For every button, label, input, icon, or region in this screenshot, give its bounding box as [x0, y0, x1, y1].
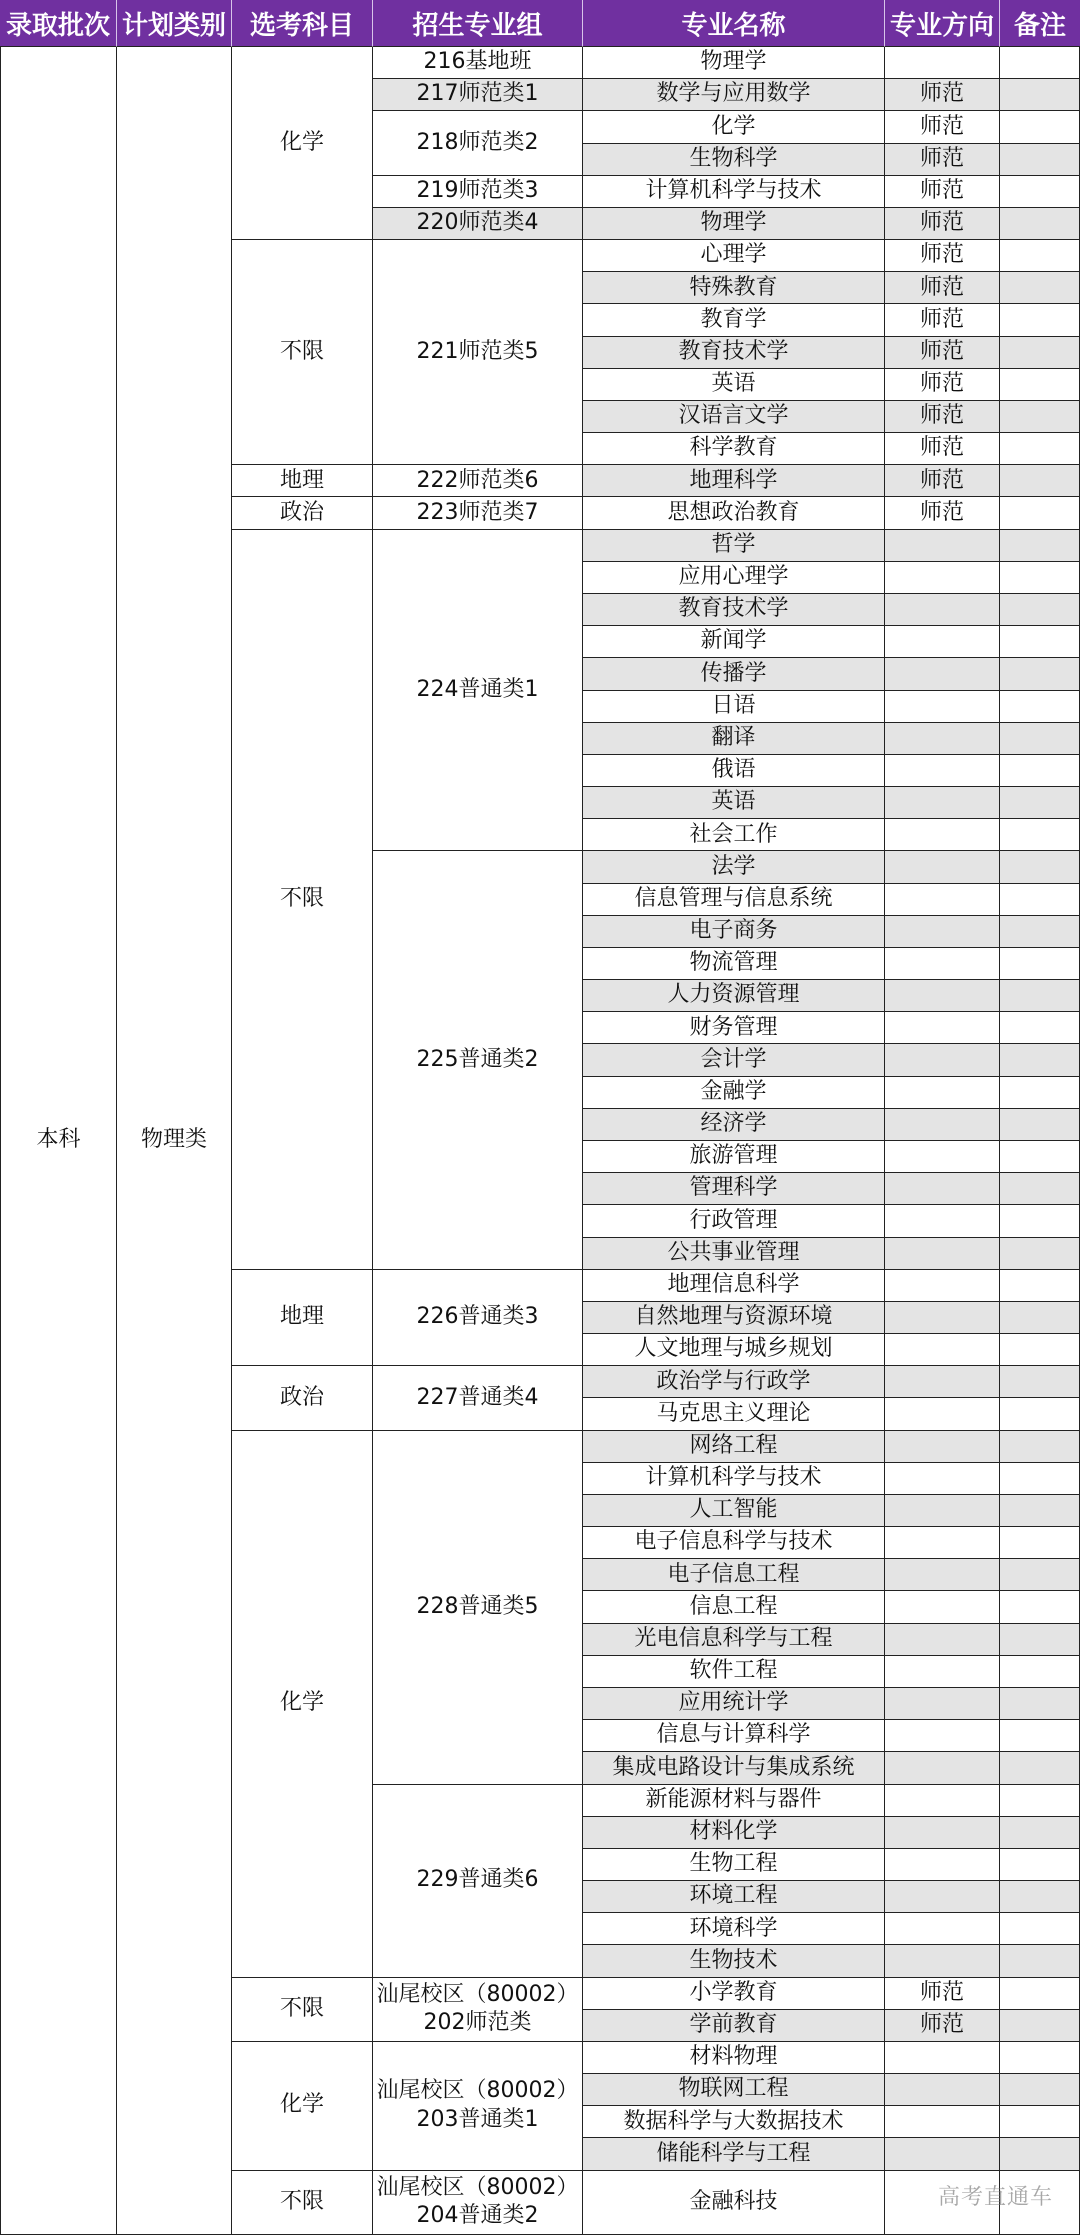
major-direction-cell: [885, 2074, 1000, 2106]
major-name-cell: 储能科学与工程: [583, 2138, 885, 2170]
note-cell: [1000, 1238, 1080, 1270]
note-cell: [1000, 819, 1080, 851]
group-cell: 225普通类2: [373, 851, 583, 1269]
note-cell: [1000, 497, 1080, 529]
note-cell: [1000, 1077, 1080, 1109]
major-name-cell: 应用心理学: [583, 562, 885, 594]
major-direction-cell: [885, 1431, 1000, 1463]
major-direction-cell: 师范: [885, 272, 1000, 304]
header-batch: 录取批次: [0, 0, 117, 47]
header-subject: 选考科目: [232, 0, 373, 47]
major-direction-cell: 师范: [885, 401, 1000, 433]
note-cell: [1000, 1945, 1080, 1977]
major-name-cell: 信息工程: [583, 1591, 885, 1623]
note-cell: [1000, 1334, 1080, 1366]
major-direction-cell: [885, 1141, 1000, 1173]
major-name-cell: 教育学: [583, 304, 885, 336]
header-major-direction: 专业方向: [885, 0, 1000, 47]
major-direction-cell: [885, 1173, 1000, 1205]
major-direction-cell: [885, 1945, 1000, 1977]
major-direction-cell: [885, 1720, 1000, 1752]
note-cell: [1000, 1044, 1080, 1076]
note-cell: [1000, 562, 1080, 594]
major-name-cell: 化学: [583, 111, 885, 143]
watermark: 高考直通车: [938, 2185, 1054, 2210]
note-cell: [1000, 1173, 1080, 1205]
header-major-name: 专业名称: [583, 0, 885, 47]
major-name-cell: 学前教育: [583, 2010, 885, 2042]
note-cell: [1000, 1366, 1080, 1398]
major-name-cell: 数据科学与大数据技术: [583, 2106, 885, 2138]
major-direction-cell: 师范: [885, 79, 1000, 111]
major-direction-cell: [885, 1302, 1000, 1334]
subject-cell: 政治: [232, 497, 373, 529]
major-direction-cell: 师范: [885, 144, 1000, 176]
note-cell: [1000, 369, 1080, 401]
batch-cell: 本科: [0, 47, 117, 2235]
major-name-cell: 翻译: [583, 723, 885, 755]
note-cell: [1000, 1012, 1080, 1044]
major-name-cell: 生物技术: [583, 1945, 885, 1977]
note-cell: [1000, 1785, 1080, 1817]
major-direction-cell: [885, 626, 1000, 658]
note-cell: [1000, 787, 1080, 819]
major-direction-cell: [885, 1656, 1000, 1688]
note-cell: [1000, 1141, 1080, 1173]
major-direction-cell: 师范: [885, 111, 1000, 143]
note-cell: [1000, 530, 1080, 562]
major-direction-cell: [885, 1463, 1000, 1495]
major-name-cell: 教育技术学: [583, 594, 885, 626]
plan-category-cell: 物理类: [117, 47, 232, 2235]
note-cell: [1000, 240, 1080, 272]
major-name-cell: 材料物理: [583, 2042, 885, 2074]
major-name-cell: 新能源材料与器件: [583, 1785, 885, 1817]
major-direction-cell: [885, 723, 1000, 755]
major-direction-cell: [885, 2138, 1000, 2170]
group-cell: 229普通类6: [373, 1785, 583, 1978]
major-name-cell: 物理学: [583, 208, 885, 240]
major-name-cell: 环境科学: [583, 1913, 885, 1945]
note-cell: [1000, 208, 1080, 240]
note-cell: [1000, 2106, 1080, 2138]
group-campus: 汕尾校区（80002）: [376, 2174, 579, 2200]
note-cell: [1000, 1591, 1080, 1623]
subject-cell: 不限: [232, 240, 373, 465]
subject-cell: 政治: [232, 1366, 373, 1430]
note-cell: [1000, 626, 1080, 658]
major-direction-cell: [885, 1205, 1000, 1237]
major-direction-cell: [885, 1495, 1000, 1527]
note-cell: [1000, 304, 1080, 336]
major-direction-cell: [885, 1752, 1000, 1784]
major-direction-cell: [885, 1527, 1000, 1559]
note-cell: [1000, 2042, 1080, 2074]
subject-cell: 化学: [232, 47, 373, 240]
major-name-cell: 汉语言文学: [583, 401, 885, 433]
header-group: 招生专业组: [373, 0, 583, 47]
major-name-cell: 俄语: [583, 755, 885, 787]
major-direction-cell: [885, 562, 1000, 594]
major-name-cell: 生物科学: [583, 144, 885, 176]
major-direction-cell: [885, 1012, 1000, 1044]
major-direction-cell: 师范: [885, 208, 1000, 240]
major-direction-cell: 师范: [885, 240, 1000, 272]
note-cell: [1000, 1817, 1080, 1849]
group-cell: [373, 2042, 583, 2171]
note-cell: [1000, 176, 1080, 208]
major-name-cell: 社会工作: [583, 819, 885, 851]
major-direction-cell: 师范: [885, 176, 1000, 208]
note-cell: [1000, 111, 1080, 143]
major-name-cell: 计算机科学与技术: [583, 176, 885, 208]
note-cell: [1000, 851, 1080, 883]
subject-cell: 地理: [232, 465, 373, 497]
subject-cell: 不限: [232, 2171, 373, 2235]
major-direction-cell: [885, 980, 1000, 1012]
note-cell: [1000, 1978, 1080, 2010]
note-cell: [1000, 1270, 1080, 1302]
major-name-cell: 小学教育: [583, 1978, 885, 2010]
note-cell: [1000, 337, 1080, 369]
subject-cell: 不限: [232, 1978, 373, 2042]
major-name-cell: 特殊教育: [583, 272, 885, 304]
note-cell: [1000, 1205, 1080, 1237]
note-cell: [1000, 594, 1080, 626]
major-name-cell: 金融学: [583, 1077, 885, 1109]
major-name-cell: 会计学: [583, 1044, 885, 1076]
major-name-cell: 思想政治教育: [583, 497, 885, 529]
major-direction-cell: [885, 530, 1000, 562]
note-cell: [1000, 1495, 1080, 1527]
note-cell: [1000, 79, 1080, 111]
major-direction-cell: [885, 1366, 1000, 1398]
major-direction-cell: [885, 1881, 1000, 1913]
major-name-cell: 物理学: [583, 47, 885, 79]
note-cell: [1000, 465, 1080, 497]
major-name-cell: 自然地理与资源环境: [583, 1302, 885, 1334]
group-cell: 226普通类3: [373, 1270, 583, 1367]
major-name-cell: 英语: [583, 369, 885, 401]
major-name-cell: 环境工程: [583, 1881, 885, 1913]
note-cell: [1000, 1559, 1080, 1591]
note-cell: [1000, 1302, 1080, 1334]
major-name-cell: 英语: [583, 787, 885, 819]
note-cell: [1000, 47, 1080, 79]
major-direction-cell: [885, 1849, 1000, 1881]
note-cell: [1000, 1109, 1080, 1141]
major-direction-cell: [885, 1238, 1000, 1270]
major-direction-cell: [885, 691, 1000, 723]
major-direction-cell: [885, 916, 1000, 948]
note-cell: [1000, 2074, 1080, 2106]
note-cell: [1000, 980, 1080, 1012]
major-name-cell: 旅游管理: [583, 1141, 885, 1173]
major-name-cell: 地理科学: [583, 465, 885, 497]
note-cell: [1000, 2138, 1080, 2170]
note-cell: [1000, 1688, 1080, 1720]
group-cell: 221师范类5: [373, 240, 583, 465]
major-name-cell: 应用统计学: [583, 1688, 885, 1720]
major-name-cell: 传播学: [583, 658, 885, 690]
subject-cell: 化学: [232, 2042, 373, 2171]
major-direction-cell: [885, 594, 1000, 626]
group-cell: 219师范类3: [373, 176, 583, 208]
major-name-cell: 网络工程: [583, 1431, 885, 1463]
note-cell: [1000, 1913, 1080, 1945]
major-name-cell: 光电信息科学与工程: [583, 1624, 885, 1656]
major-direction-cell: [885, 787, 1000, 819]
major-direction-cell: [885, 1817, 1000, 1849]
group-cell: 227普通类4: [373, 1366, 583, 1430]
major-direction-cell: [885, 47, 1000, 79]
note-cell: [1000, 2010, 1080, 2042]
group-cell: 224普通类1: [373, 530, 583, 852]
note-cell: [1000, 1849, 1080, 1881]
group-campus: 汕尾校区（80002）: [376, 1981, 579, 2007]
major-name-cell: 电子信息工程: [583, 1559, 885, 1591]
major-direction-cell: 师范: [885, 337, 1000, 369]
major-name-cell: 信息管理与信息系统: [583, 884, 885, 916]
note-cell: [1000, 1720, 1080, 1752]
major-direction-cell: [885, 2106, 1000, 2138]
major-direction-cell: [885, 755, 1000, 787]
major-name-cell: 日语: [583, 691, 885, 723]
major-name-cell: 电子信息科学与技术: [583, 1527, 885, 1559]
major-direction-cell: [885, 658, 1000, 690]
major-name-cell: 人文地理与城乡规划: [583, 1334, 885, 1366]
major-direction-cell: [885, 2042, 1000, 2074]
group-cell: 217师范类1: [373, 79, 583, 111]
group-cell: [373, 2171, 583, 2235]
major-direction-cell: [885, 1270, 1000, 1302]
major-name-cell: 教育技术学: [583, 337, 885, 369]
major-name-cell: 计算机科学与技术: [583, 1463, 885, 1495]
group-name: 202师范类: [423, 2010, 532, 2036]
major-name-cell: 法学: [583, 851, 885, 883]
header-note: 备注: [1000, 0, 1080, 47]
major-direction-cell: [885, 1591, 1000, 1623]
major-name-cell: 新闻学: [583, 626, 885, 658]
major-name-cell: 人工智能: [583, 1495, 885, 1527]
note-cell: [1000, 948, 1080, 980]
major-direction-cell: 师范: [885, 433, 1000, 465]
major-direction-cell: [885, 948, 1000, 980]
group-cell: 223师范类7: [373, 497, 583, 529]
major-name-cell: 科学教育: [583, 433, 885, 465]
major-name-cell: 经济学: [583, 1109, 885, 1141]
major-direction-cell: [885, 884, 1000, 916]
note-cell: [1000, 1398, 1080, 1430]
note-cell: [1000, 691, 1080, 723]
major-name-cell: 电子商务: [583, 916, 885, 948]
group-cell: 228普通类5: [373, 1431, 583, 1785]
note-cell: [1000, 1881, 1080, 1913]
major-direction-cell: [885, 851, 1000, 883]
group-cell: 220师范类4: [373, 208, 583, 240]
note-cell: [1000, 658, 1080, 690]
group-name: 203普通类1: [416, 2106, 539, 2132]
major-name-cell: 心理学: [583, 240, 885, 272]
header-plan-category: 计划类别: [117, 0, 232, 47]
major-direction-cell: 师范: [885, 369, 1000, 401]
subject-cell: 化学: [232, 1431, 373, 1978]
major-direction-cell: [885, 1913, 1000, 1945]
major-name-cell: 哲学: [583, 530, 885, 562]
major-name-cell: 物联网工程: [583, 2074, 885, 2106]
major-direction-cell: 师范: [885, 304, 1000, 336]
note-cell: [1000, 433, 1080, 465]
note-cell: [1000, 1463, 1080, 1495]
major-name-cell: 马克思主义理论: [583, 1398, 885, 1430]
major-direction-cell: 师范: [885, 497, 1000, 529]
group-cell: 216基地班: [373, 47, 583, 79]
note-cell: [1000, 1752, 1080, 1784]
major-direction-cell: 师范: [885, 2010, 1000, 2042]
major-name-cell: 财务管理: [583, 1012, 885, 1044]
major-direction-cell: [885, 1785, 1000, 1817]
major-name-cell: 材料化学: [583, 1817, 885, 1849]
note-cell: [1000, 755, 1080, 787]
major-direction-cell: [885, 819, 1000, 851]
major-direction-cell: [885, 1688, 1000, 1720]
group-cell: [373, 1978, 583, 2042]
group-name: 204普通类2: [416, 2203, 539, 2229]
group-cell: 222师范类6: [373, 465, 583, 497]
subject-cell: 不限: [232, 530, 373, 1270]
major-direction-cell: [885, 1044, 1000, 1076]
major-direction-cell: 师范: [885, 465, 1000, 497]
major-name-cell: 数学与应用数学: [583, 79, 885, 111]
major-name-cell: 信息与计算科学: [583, 1720, 885, 1752]
note-cell: [1000, 401, 1080, 433]
note-cell: [1000, 1624, 1080, 1656]
group-campus: 汕尾校区（80002）: [376, 2078, 579, 2104]
note-cell: [1000, 916, 1080, 948]
major-name-cell: 生物工程: [583, 1849, 885, 1881]
subject-cell: 地理: [232, 1270, 373, 1367]
major-direction-cell: 师范: [885, 1978, 1000, 2010]
note-cell: [1000, 884, 1080, 916]
note-cell: [1000, 144, 1080, 176]
note-cell: [1000, 723, 1080, 755]
note-cell: [1000, 1527, 1080, 1559]
major-direction-cell: [885, 1624, 1000, 1656]
major-direction-cell: [885, 1559, 1000, 1591]
major-name-cell: 集成电路设计与集成系统: [583, 1752, 885, 1784]
major-name-cell: 软件工程: [583, 1656, 885, 1688]
major-name-cell: 政治学与行政学: [583, 1366, 885, 1398]
note-cell: [1000, 1431, 1080, 1463]
note-cell: [1000, 1656, 1080, 1688]
major-name-cell: 金融科技: [583, 2171, 885, 2235]
major-direction-cell: [885, 1334, 1000, 1366]
major-name-cell: 人力资源管理: [583, 980, 885, 1012]
major-direction-cell: [885, 1077, 1000, 1109]
major-direction-cell: [885, 1109, 1000, 1141]
note-cell: [1000, 272, 1080, 304]
major-name-cell: 公共事业管理: [583, 1238, 885, 1270]
major-name-cell: 物流管理: [583, 948, 885, 980]
group-cell: 218师范类2: [373, 111, 583, 175]
major-name-cell: 行政管理: [583, 1205, 885, 1237]
major-name-cell: 地理信息科学: [583, 1270, 885, 1302]
major-direction-cell: [885, 1398, 1000, 1430]
major-name-cell: 管理科学: [583, 1173, 885, 1205]
